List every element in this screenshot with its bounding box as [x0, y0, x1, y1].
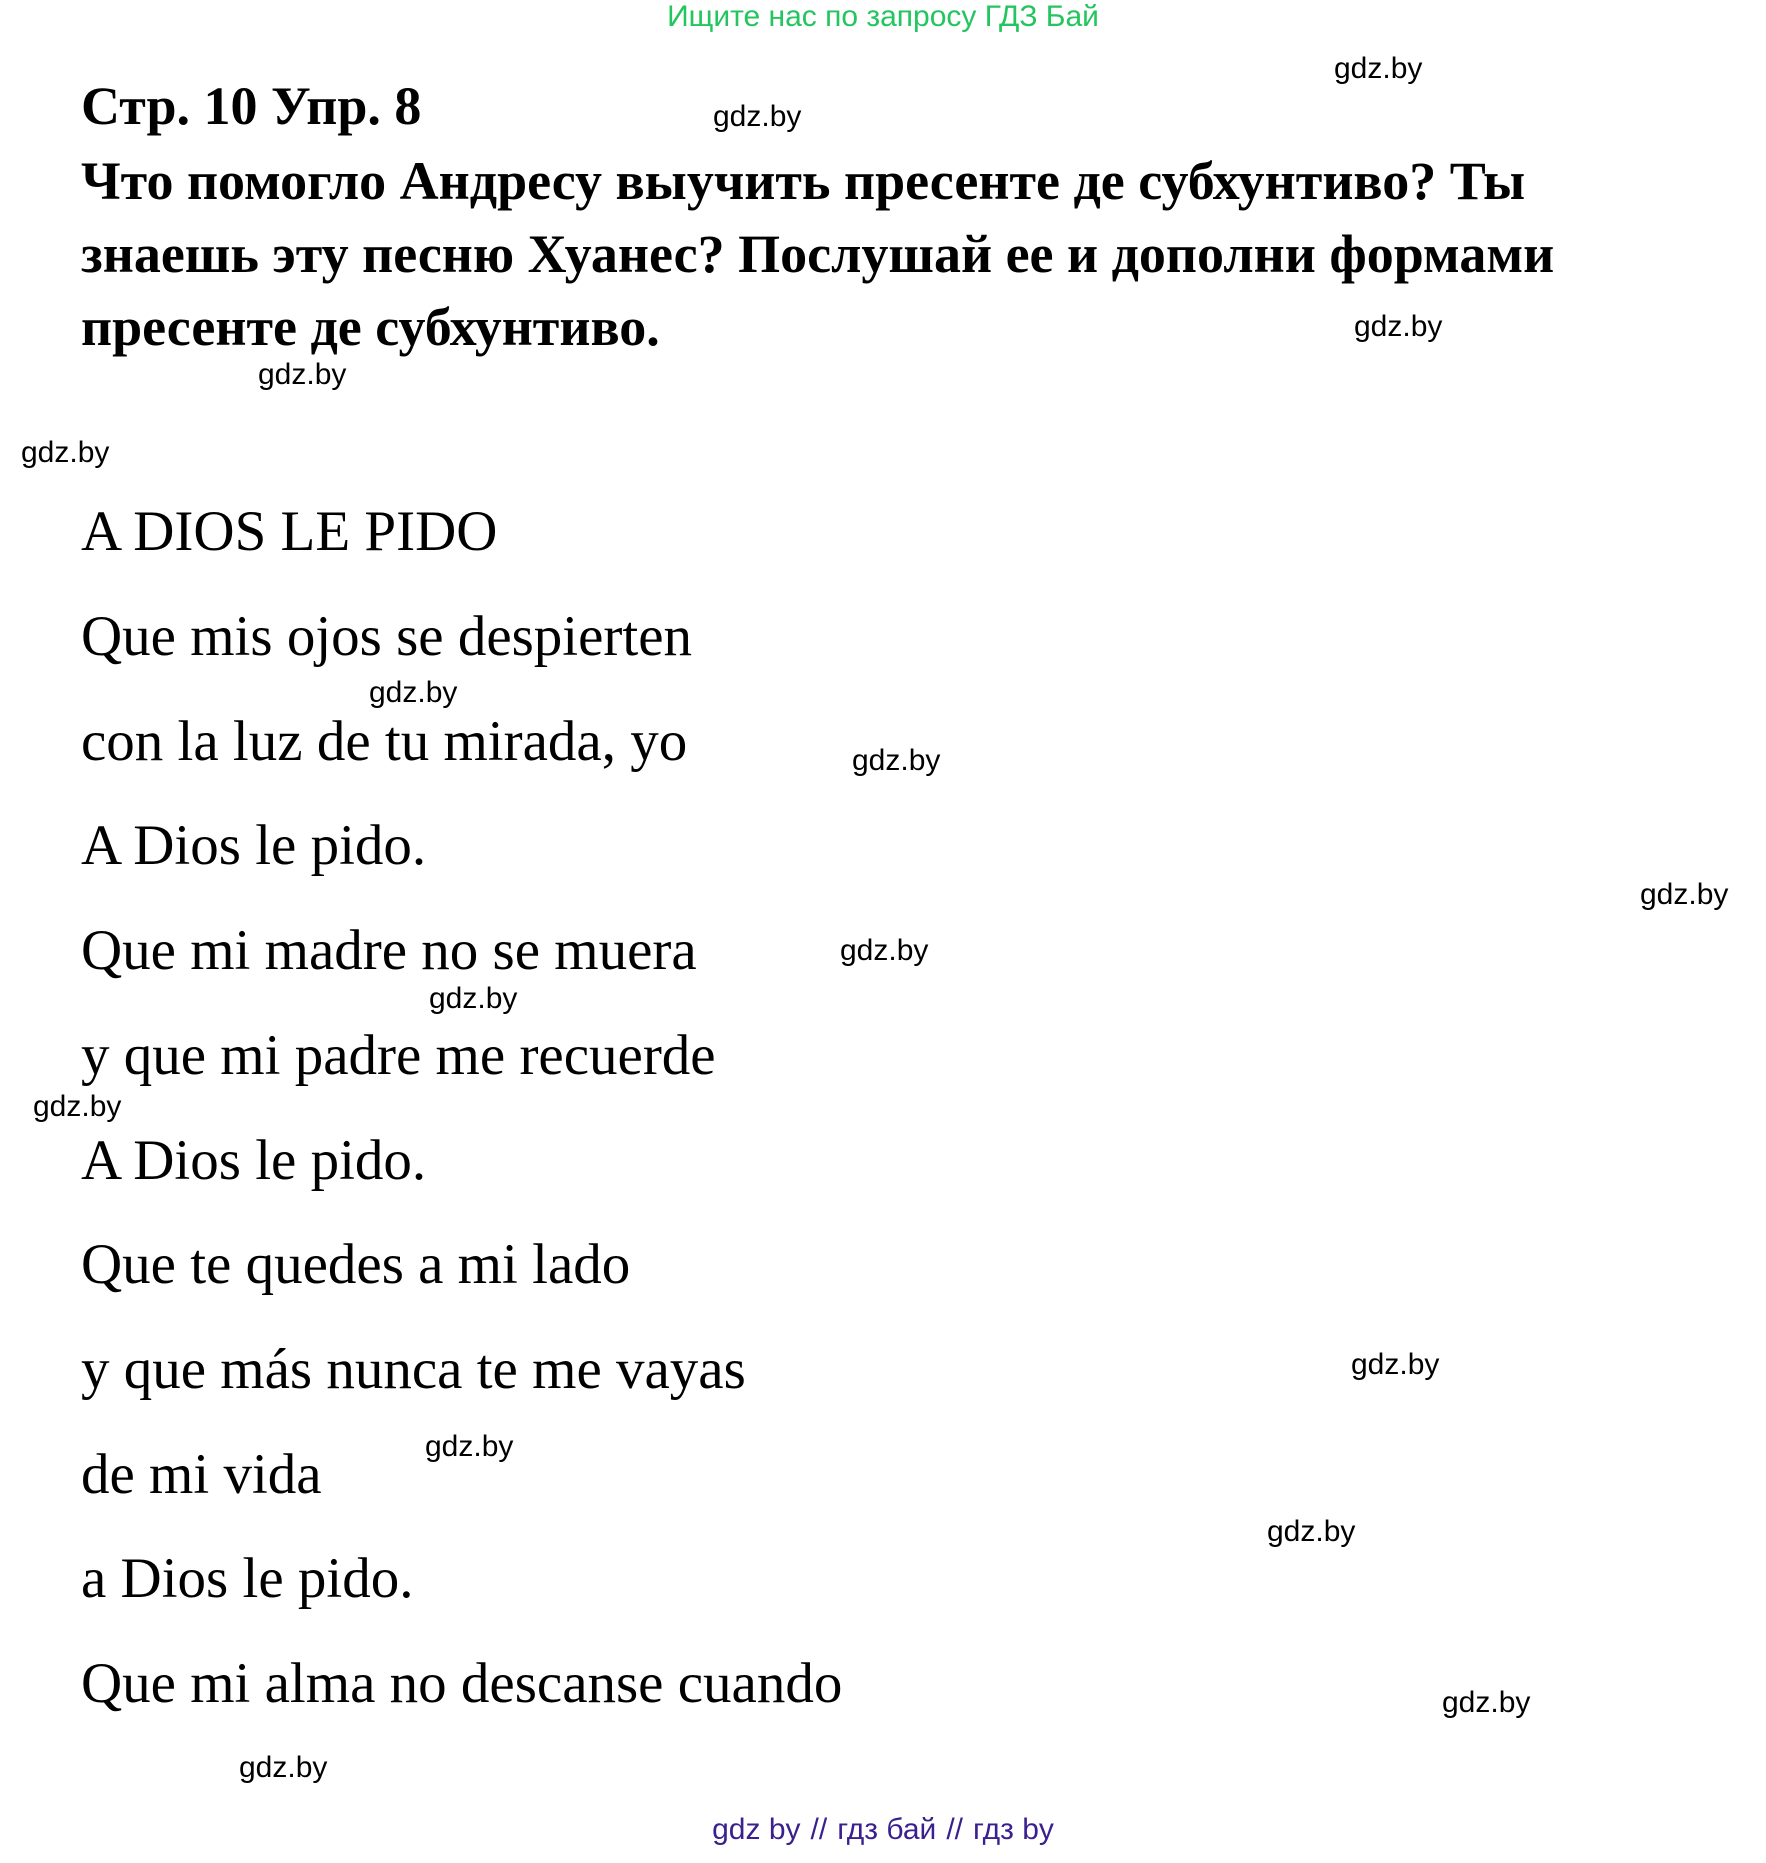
footer-link-gdz-bai[interactable]: гдз бай [837, 1813, 937, 1846]
song-line: Que mis ojos se despierten [81, 605, 693, 668]
footer-link-gdz-by-ru[interactable]: гдз by [973, 1813, 1054, 1846]
watermark: gdz.by [33, 1090, 122, 1123]
footer-link-gdz-by[interactable]: gdz by [712, 1813, 801, 1846]
watermark: gdz.by [1442, 1686, 1531, 1719]
song-title: A DIOS LE PIDO [81, 500, 498, 563]
watermark: gdz.by [1354, 310, 1443, 343]
top-banner: Ищите нас по запросу ГДЗ Бай [667, 0, 1099, 33]
watermark: gdz.by [369, 676, 458, 709]
song-line: A Dios le pido. [81, 1129, 427, 1192]
watermark: gdz.by [425, 1430, 514, 1463]
task-line: знаешь эту песню Хуанес? Послушай ее и дополни формами [81, 224, 1555, 284]
song-line: a Dios le pido. [81, 1547, 414, 1610]
watermark: gdz.by [239, 1751, 328, 1784]
song-line: y que más nunca te me vayas [81, 1338, 746, 1401]
watermark: gdz.by [713, 100, 802, 133]
song-line: Que mi alma no descanse cuando [81, 1652, 843, 1715]
watermark: gdz.by [852, 744, 941, 777]
footer-separator: // [946, 1813, 963, 1846]
footer-separator: // [810, 1813, 828, 1846]
song-line: y que mi padre me recuerde [81, 1024, 716, 1087]
task-line: пресенте де субхунтиво. [81, 297, 660, 357]
watermark: gdz.by [258, 358, 347, 391]
song-line: Que te quedes a mi lado [81, 1233, 631, 1296]
watermark: gdz.by [1640, 878, 1729, 911]
footer-links [0, 1812, 1766, 1848]
task-line: Что помогло Андресу выучить пресенте де субхунтиво? Ты [81, 151, 1526, 211]
watermark: gdz.by [1351, 1348, 1440, 1381]
watermark: gdz.by [1267, 1515, 1356, 1548]
watermark: gdz.by [21, 436, 110, 469]
song-line: Que mi madre no se muera [81, 919, 697, 982]
song-line: de mi vida [81, 1443, 322, 1506]
watermark: gdz.by [429, 982, 518, 1015]
page-title: Стр. 10 Упр. 8 [81, 76, 422, 136]
watermark: gdz.by [840, 934, 929, 967]
watermark: gdz.by [1334, 52, 1423, 85]
song-line: A Dios le pido. [81, 814, 427, 877]
song-line: con la luz de tu mirada, yo [81, 710, 688, 773]
